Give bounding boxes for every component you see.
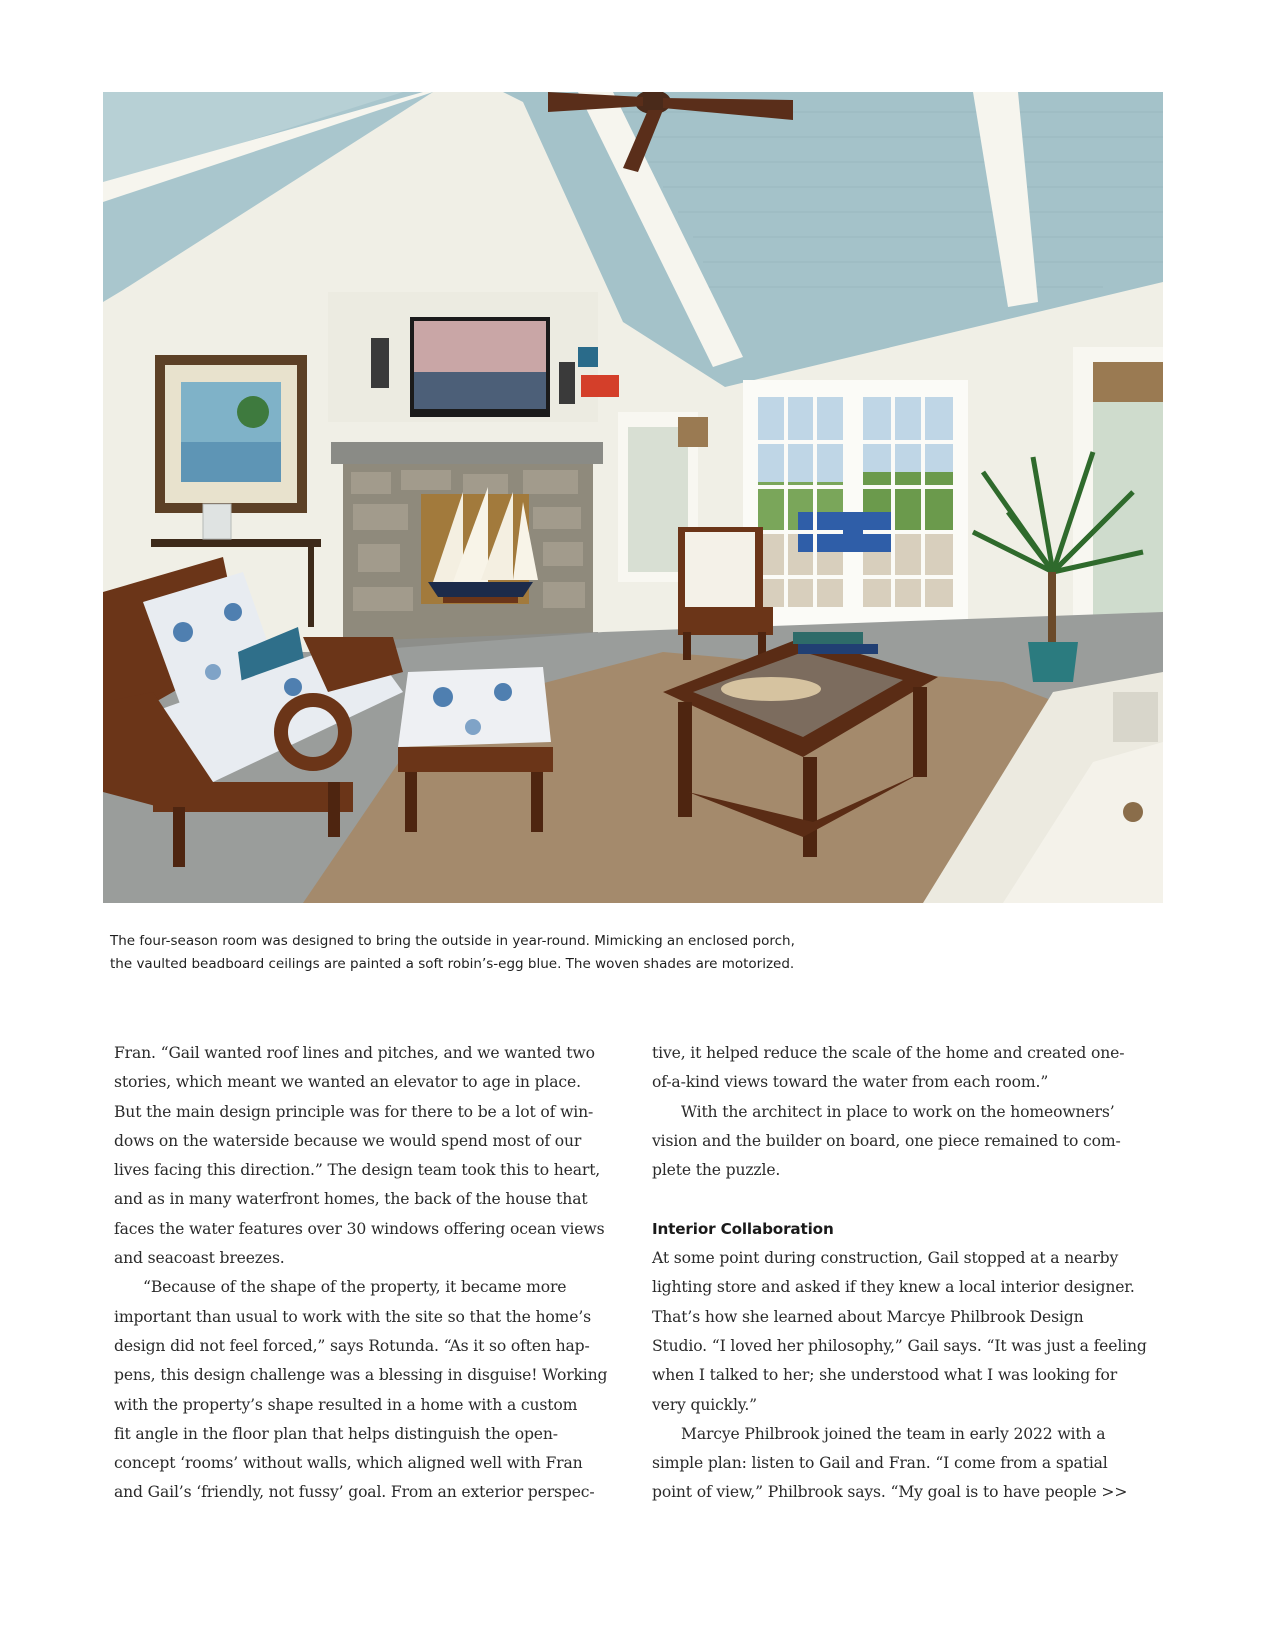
text-line: That’s how she learned about Marcye Philbrook Design — [652, 1307, 1084, 1326]
text-line: point of view,” Philbrook says. “My goal is to have people >> — [652, 1483, 1128, 1502]
mantel — [331, 442, 603, 464]
text-line: With the architect in place to work on the homeowners’ — [681, 1102, 1115, 1121]
french-doors — [743, 380, 968, 635]
four-season-room-illustration — [103, 92, 1163, 903]
caption-line: the vaulted beadboard ceilings are painted a soft robin’s-egg blue. The woven shades are motorized. — [110, 956, 795, 972]
text-line: faces the water features over 30 windows offering ocean views — [114, 1219, 605, 1238]
room-photo — [103, 92, 1163, 903]
text-line: plete the puzzle. — [652, 1161, 781, 1180]
text-line: But the main design principle was for there to be a lot of win- — [114, 1102, 594, 1121]
article-column-left — [114, 1039, 628, 1508]
wall-sconce-left — [371, 338, 389, 388]
text-line: and Gail’s ‘friendly, not fussy’ goal. From an exterior perspec- — [114, 1483, 595, 1502]
section-heading: Interior Collaboration — [652, 1219, 834, 1238]
text-line: Studio. “I loved her philosophy,” Gail says. “It was just a feeling — [652, 1336, 1147, 1355]
text-line: stories, which meant we wanted an elevator to age in place. — [114, 1073, 581, 1092]
text-line: when I talked to her; she understood what I was looking for — [652, 1366, 1117, 1385]
text-line: dows on the waterside because we would spend most of our — [114, 1131, 582, 1150]
text-line: “Because of the shape of the property, it became more — [143, 1278, 567, 1297]
text-line: Marcye Philbrook joined the team in early 2022 with a — [681, 1424, 1106, 1443]
paragraph-gap — [652, 1185, 1166, 1214]
wall-sconce-right — [559, 362, 575, 404]
text-line: tive, it helped reduce the scale of the home and created one- — [652, 1044, 1125, 1062]
text-line: lighting store and asked if they knew a local interior designer. — [652, 1278, 1135, 1297]
article-column-right — [652, 1039, 1166, 1508]
text-line: fit angle in the floor plan that helps distinguish the open- — [114, 1424, 558, 1443]
text-line: design did not feel forced,” says Rotunda. “As it so often hap- — [114, 1336, 590, 1355]
text-line: and as in many waterfront homes, the back of the house that — [114, 1190, 588, 1209]
text-line: very quickly.” — [652, 1395, 758, 1414]
glass-jar — [203, 504, 231, 539]
framed-painting — [155, 355, 307, 513]
photo-caption — [110, 930, 910, 976]
text-line: At some point during construction, Gail stopped at a nearby — [652, 1249, 1119, 1268]
text-line: pens, this design challenge was a blessing in disguise! Working — [114, 1366, 608, 1385]
text-line: Fran. “Gail wanted roof lines and pitches, and we wanted two — [114, 1044, 595, 1062]
text-line: simple plan: listen to Gail and Fran. “I come from a spatial — [652, 1454, 1108, 1473]
small-art — [581, 375, 619, 397]
text-line: and seacoast breezes. — [114, 1249, 285, 1268]
caption-line: The four-season room was designed to bring the outside in year-round. Mimicking an enclosed porch, — [110, 933, 795, 949]
text-line: of-a-kind views toward the water from each room.” — [652, 1073, 1049, 1092]
text-line: concept ‘rooms’ without walls, which aligned well with Fran — [114, 1454, 583, 1473]
text-line: important than usual to work with the site so that the home’s — [114, 1307, 592, 1326]
text-line: lives facing this direction.” The design team took this to heart, — [114, 1161, 601, 1180]
text-line: with the property’s shape resulted in a home with a custom — [114, 1395, 578, 1414]
text-line: vision and the builder on board, one piece remained to com- — [652, 1131, 1121, 1150]
console-table — [151, 539, 321, 547]
